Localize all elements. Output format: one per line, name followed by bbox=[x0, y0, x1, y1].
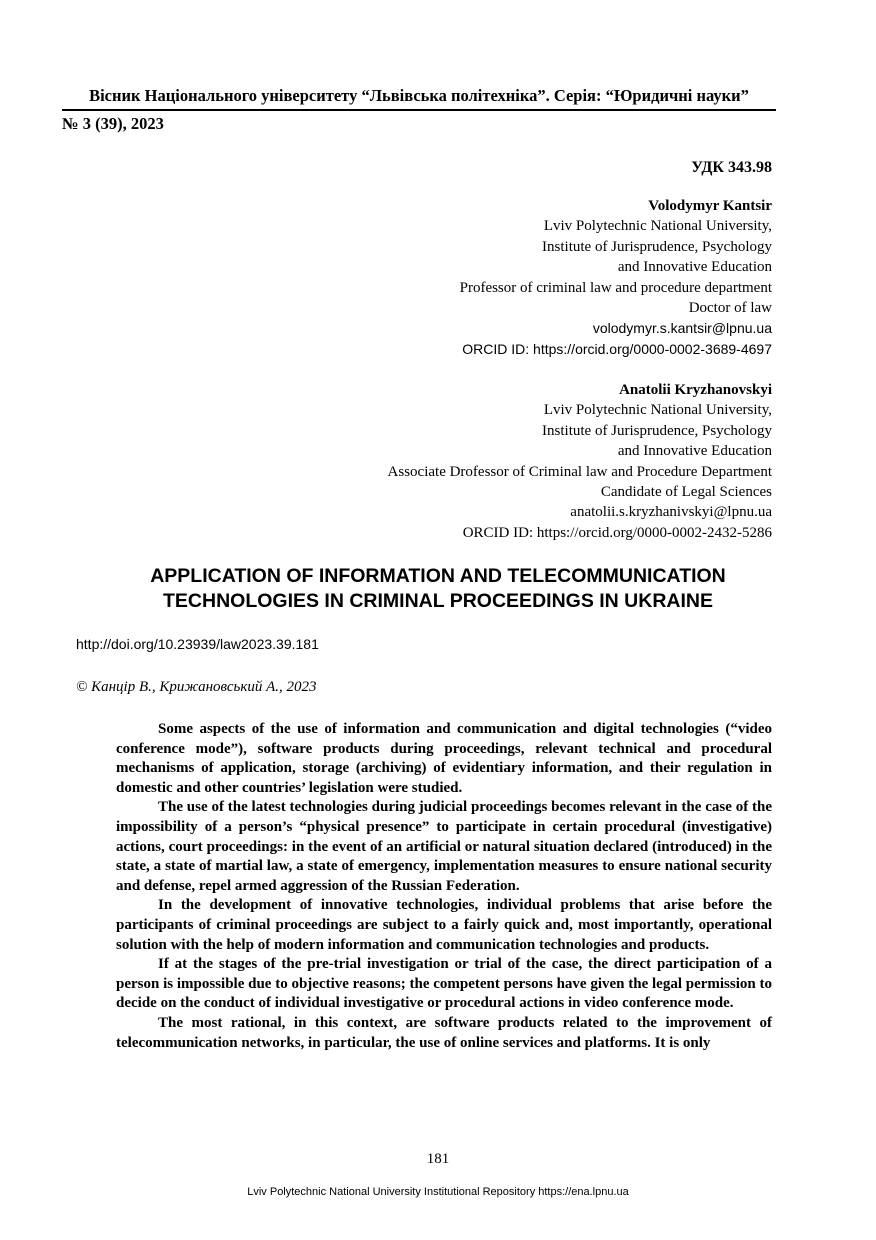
degree-line: Candidate of Legal Sciences bbox=[600, 484, 772, 501]
author-orcid[interactable]: ORCID ID: https://orcid.org/0000-0002-3689-4697 bbox=[462, 340, 772, 357]
article-title bbox=[60, 564, 816, 614]
abstract-paragraph: The use of the latest technologies during judicial proceedings becomes relevant in the case of the impossibility of a person’s “physical presence” to participate in certain procedural (investigative) actions, court proceedings: in the event of an artificial or natural situation declared (introduced) in the state, a state of martial law, a state of emergency, implementation measures to ensure national security and defense, repel armed aggression of the Russian Federation. bbox=[116, 799, 772, 894]
abstract-paragraph: In the development of innovative technologies, individual problems that arise before the participants of criminal proceedings are subject to a fairly quick and, most importantly, operational solution with the help of modern information and communication technologies and products. bbox=[116, 897, 772, 953]
author-block bbox=[460, 196, 772, 359]
affiliation-line: and Innovative Education bbox=[617, 259, 772, 276]
affiliation-line: and Innovative Education bbox=[617, 443, 772, 460]
degree-line: Doctor of law bbox=[688, 300, 772, 317]
author-name: Volodymyr Kantsir bbox=[648, 198, 772, 214]
page-number: 181 bbox=[426, 1151, 450, 1167]
abstract-paragraph: The most rational, in this context, are software products related to the improvement of telecommunication networks, in particular, the use of online services and platforms. It is only bbox=[116, 1014, 772, 1051]
repository-footer: Lviv Polytechnic National University Institutional Repository https://ena.lpnu.ua bbox=[247, 1186, 629, 1198]
affiliation-line: Lviv Polytechnic National University, bbox=[543, 218, 772, 235]
position-line: Associate Drofessor of Criminal law and Procedure Department bbox=[387, 463, 772, 480]
copyright: © Канцір В., Крижановський А., 2023 bbox=[76, 679, 317, 695]
affiliation-line: Institute of Jurisprudence, Psychology bbox=[542, 422, 772, 439]
abstract-paragraph: Some aspects of the use of information and communication and digital technologies (“video conference mode”), software products during proceedings, relevant technical and procedural mechanisms of application, storage (archiving) of evidentiary information, and their regulation in domestic and other countries’ legislation were studied. bbox=[116, 721, 772, 796]
journal-header: Вісник Національного університету “Львівська політехніка”. Серія: “Юридичні науки” bbox=[89, 86, 749, 105]
abstract-paragraph: If at the stages of the pre-trial investigation or trial of the case, the direct participation of a person is impossible due to objective reasons; the competent persons have given the legal permission to decide on the conduct of individual investigative or procedural actions in video conference mode. bbox=[116, 956, 772, 1012]
doi-link[interactable]: http://doi.org/10.23939/law2023.39.181 bbox=[76, 636, 319, 652]
abstract bbox=[116, 720, 772, 1053]
author-orcid[interactable]: ORCID ID: https://orcid.org/0000-0002-2432-5286 bbox=[462, 524, 772, 541]
author-name: Anatolii Kryzhanovskyi bbox=[619, 382, 772, 398]
title-line: TECHNOLOGIES IN CRIMINAL PROCEEDINGS IN UKRAINE bbox=[162, 590, 713, 612]
author-block bbox=[388, 380, 772, 543]
affiliation-line: Lviv Polytechnic National University, bbox=[543, 402, 772, 419]
author-email[interactable]: anatolii.s.kryzhanivskyi@lpnu.ua bbox=[570, 504, 772, 521]
header-rule bbox=[62, 109, 776, 111]
position-line: Professor of criminal law and procedure department bbox=[459, 279, 772, 296]
udk-code: УДК 343.98 bbox=[691, 159, 772, 176]
issue-number: № 3 (39), 2023 bbox=[62, 114, 164, 133]
title-line: APPLICATION OF INFORMATION AND TELECOMMUNICATION bbox=[150, 565, 726, 587]
affiliation-line: Institute of Jurisprudence, Psychology bbox=[542, 238, 772, 255]
author-email[interactable]: volodymyr.s.kantsir@lpnu.ua bbox=[592, 320, 772, 337]
